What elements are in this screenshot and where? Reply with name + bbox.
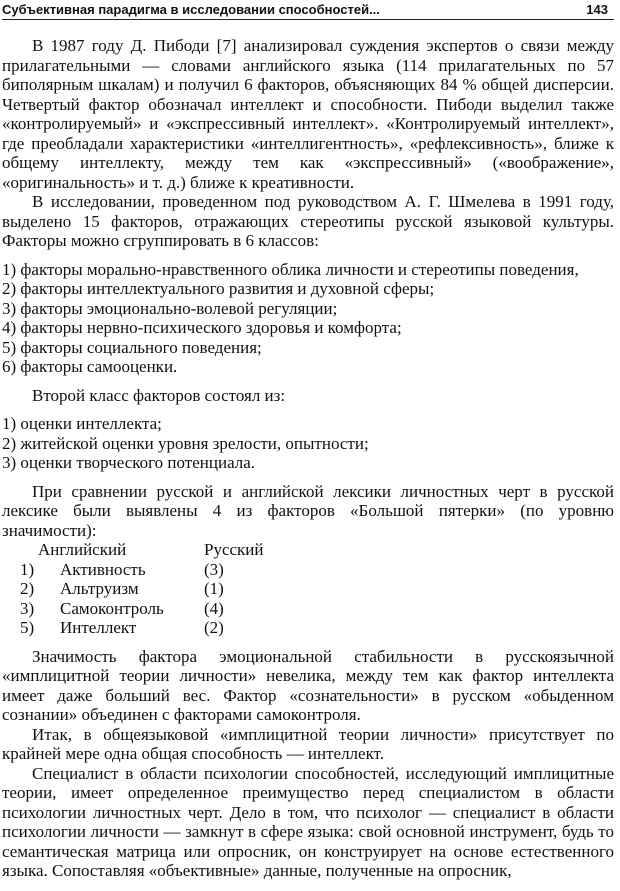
table-header-row — [2, 540, 614, 560]
table-row — [2, 599, 614, 619]
list-item: 4) факторы нервно-психического здоровья и комфорта; — [2, 318, 402, 337]
list-item: 2) факторы интеллектуального развития и духовной сферы; — [2, 279, 435, 298]
paragraph-significance: Значимость фактора эмоциональной стабильности в русскоязычной «имплицитной теории личности» невелика, между тем как фактор интеллекта имеет даже больший вес. Фактор «сознательности» в русском «обыденном сознании» объединен с факторами самоконтроля. — [2, 646, 614, 724]
row-rank-russian: (1) — [204, 579, 224, 598]
list-item: 3) оценки творческого потенциала. — [2, 453, 256, 472]
paragraph-second-class: Второй класс факторов состоял из: — [32, 385, 286, 405]
row-factor-english: Самоконтроль — [60, 598, 164, 618]
big-five-comparison-table — [2, 540, 614, 638]
list-item: 5) факторы социального поведения; — [2, 337, 262, 357]
running-header — [2, 0, 614, 20]
second-class-list — [2, 414, 614, 473]
row-factor-english: Активность — [60, 559, 146, 579]
list-item: 1) факторы морально-нравственного облика личности и стереотипы поведения, — [2, 259, 579, 279]
column-header-english: Английский — [38, 540, 127, 559]
row-number: 5) — [20, 618, 35, 637]
paragraph-comparison: При сравнении русской и английской лексики личностных черт в русской лексике были выявлены 4 из факторов «Большой пятерки» (по уровню значимости): — [2, 481, 614, 540]
page-body — [2, 36, 614, 881]
row-number: 1) — [20, 559, 35, 579]
row-factor-english: Альтруизм — [60, 579, 139, 598]
paragraph-conclusion: Итак, в общеязыковой «имплицитной теории личности» присутствует по крайней мере одна общая способность — интеллект. — [2, 724, 614, 763]
paragraph-specialist: Специалист в области психологии способностей, исследующий имплицитные теории, имеет определенное преимущество перед специалистом в области психологии личностных черт. Дело в том, что психолог — специалист в области психологии личности — замкнут в сфере языка: свой основной инструмент, будь то семантическая матрица или опросник, он конструирует на основе естественного языка. Сопоставляя «объективные» данные, полученные на опросник, — [2, 763, 614, 880]
paragraph-peabody: В 1987 году Д. Пибоди [7] анализировал суждения экспертов о связи между прилагательными — словами английского языка (114 прилагательных по 57 биполярным шкалам) и получил 6 факторов, объясняющих 84 % общей дисперсии. Четвертый фактор обозначал интеллект и способности. Пибоди выделил также «контролируемый» и «экспрессивный интеллект». «Контролируемый интеллект», где преобладали характеристики «интеллигентность», «рефлексивность», ближе к общему интеллекту, между тем как «экспрессивный» («воображение», «оригинальность» и т. д.) ближе к креативности. — [2, 36, 614, 192]
running-title: Субъективная парадигма в исследовании способностей... — [2, 2, 380, 17]
table-row — [2, 618, 614, 638]
page-number: 143 — [586, 2, 608, 17]
column-header-russian: Русский — [204, 540, 264, 559]
row-rank-russian: (3) — [204, 559, 224, 579]
list-item: 6) факторы самооценки. — [2, 357, 178, 376]
table-row — [2, 579, 614, 599]
row-rank-russian: (4) — [204, 598, 224, 618]
table-row — [2, 560, 614, 580]
row-rank-russian: (2) — [204, 618, 224, 637]
list-item: 2) житейской оценки уровня зрелости, опытности; — [2, 433, 369, 453]
row-factor-english: Интеллект — [60, 618, 137, 637]
factor-classes-list — [2, 260, 614, 377]
list-item: 3) факторы эмоционально-волевой регуляции; — [2, 298, 338, 318]
row-number: 2) — [20, 579, 35, 598]
row-number: 3) — [20, 598, 35, 618]
paragraph-shmelev: В исследовании, проведенном под руководством А. Г. Шмелева в 1991 году, выделено 15 факторов, отражающих стереотипы русской языковой культуры. Факторы можно сгруппировать в 6 классов: — [2, 192, 614, 250]
list-item: 1) оценки интеллекта; — [2, 414, 162, 433]
